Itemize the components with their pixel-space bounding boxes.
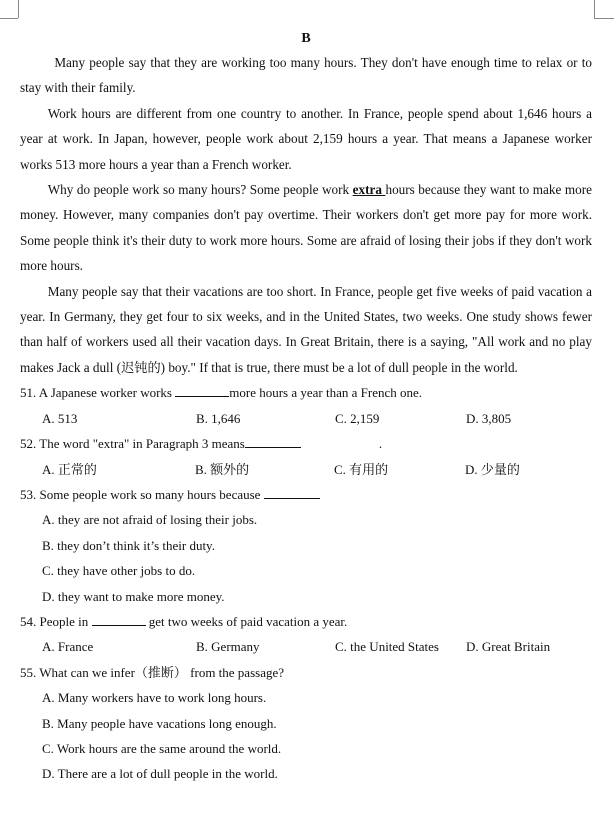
question-54-stem-end: get two weeks of paid vacation a year.	[145, 613, 348, 629]
question-52-stem: 52. The word "extra" in Paragraph 3 means	[20, 436, 245, 452]
question-52	[20, 431, 592, 456]
answer-blank-51[interactable]	[175, 385, 229, 397]
option-52-a[interactable]: A. 正常的	[42, 461, 97, 477]
option-51-c[interactable]: C. 2,159	[335, 410, 380, 426]
option-54-c[interactable]: C. the United States	[335, 639, 439, 655]
answer-blank-53[interactable]	[264, 487, 320, 499]
question-54	[20, 609, 592, 634]
option-54-d[interactable]: D. Great Britain	[466, 639, 551, 655]
crop-mark-right-vertical	[594, 0, 595, 18]
option-51-b[interactable]: B. 1,646	[196, 410, 241, 426]
passage-paragraph-3	[20, 177, 592, 279]
question-51	[20, 380, 592, 405]
option-55-c[interactable]: C. Work hours are the same around the world.	[42, 740, 282, 756]
keyword-extra: extra	[352, 182, 386, 198]
question-55: 55. What can we infer（推断） from the passage?	[20, 664, 285, 680]
option-52-c[interactable]: C. 有用的	[334, 461, 389, 477]
answer-blank-54[interactable]	[92, 614, 146, 626]
paragraph-3-end: hours because they want to make more money. However, many companies don't pay overtime. Their workers don't get more pay for more work. Some people think it's their duty to work more hours. Some are afraid of losing their jobs if they don't work more hours.	[20, 182, 592, 274]
option-54-b[interactable]: B. Germany	[196, 639, 260, 655]
question-52-trailing-dot: .	[378, 436, 383, 452]
crop-mark-right-horizontal	[594, 18, 614, 19]
question-52-options	[20, 457, 592, 482]
paragraph-3-start: Why do people work so many hours? Some people work	[47, 182, 353, 198]
option-55-b[interactable]: B. Many people have vacations long enough.	[42, 715, 277, 731]
question-51-stem-start: 51. A Japanese worker works	[20, 385, 176, 401]
document-page	[20, 28, 592, 787]
option-53-b[interactable]: B. they don’t think it’s their duty.	[42, 537, 215, 553]
question-53	[20, 482, 592, 507]
option-55-d[interactable]: D. There are a lot of dull people in the world.	[42, 766, 278, 782]
crop-mark-left-horizontal	[0, 18, 18, 19]
option-54-a[interactable]: A. France	[42, 639, 94, 655]
option-52-b[interactable]: B. 额外的	[195, 461, 250, 477]
option-53-a[interactable]: A. they are not afraid of losing their jobs.	[42, 512, 258, 528]
option-51-d[interactable]: D. 3,805	[466, 410, 512, 426]
question-53-stem: 53. Some people work so many hours because	[20, 486, 264, 502]
answer-blank-52[interactable]	[245, 436, 301, 448]
option-51-a[interactable]: A. 513	[42, 410, 78, 426]
question-54-options	[20, 634, 592, 659]
question-54-stem-start: 54. People in	[20, 613, 92, 629]
passage-paragraph-1: Many people say that they are working too many hours. They don't have enough time to relax or to stay with their family.	[20, 55, 592, 96]
option-53-d[interactable]: D. they want to make more money.	[42, 588, 225, 604]
option-53-c[interactable]: C. they have other jobs to do.	[42, 563, 196, 579]
crop-mark-left-vertical	[18, 0, 19, 18]
section-title: B	[301, 31, 311, 46]
option-55-a[interactable]: A. Many workers have to work long hours.	[42, 690, 267, 706]
passage-paragraph-2: Work hours are different from one country to another. In France, people spend about 1,646 hours a year at work. In Japan, however, people work about 2,159 hours a year. That means a Japanese worker works 513 more hours a year than a French worker.	[20, 105, 592, 172]
option-52-d[interactable]: D. 少量的	[465, 461, 520, 477]
passage-paragraph-4: Many people say that their vacations are too short. In France, people get five weeks of paid vacation a year. In Germany, they get four to six weeks, and in the United States, two weeks. One study shows fewer than half of workers used all their vacation days. In Great Britain, there is a saying, "All work and no play makes Jack a dull (迟钝的) boy." If that is true, there must be a lot of dull people in the world.	[20, 283, 592, 375]
question-51-stem-end: more hours a year than a French one.	[229, 385, 423, 401]
question-51-options	[20, 406, 592, 431]
